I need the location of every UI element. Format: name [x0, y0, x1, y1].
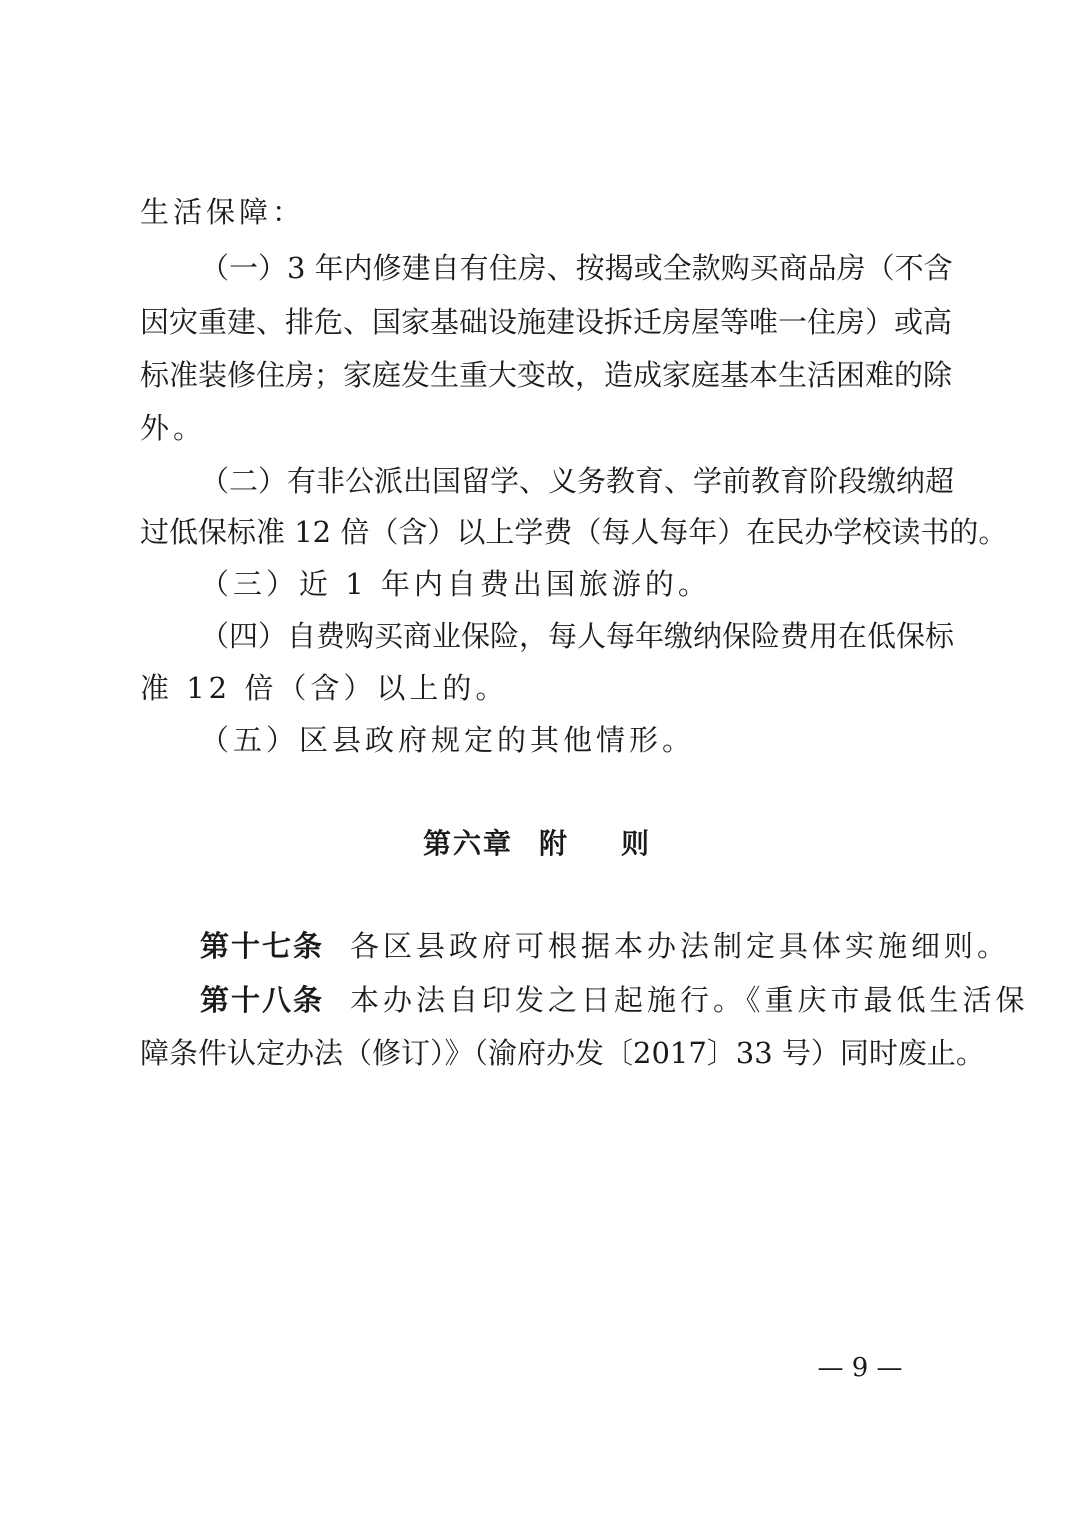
body-line: 障条件认定办法（修订）》（渝府办发〔2017〕33 号）同时废止。: [140, 1036, 985, 1070]
chapter-heading: [0, 824, 1074, 864]
body-line: 过低保标准 12 倍（含）以上学费（每人每年）在民办学校读书的。: [140, 515, 1008, 549]
body-line: （二）有非公派出国留学、义务教育、学前教育阶段缴纳超: [200, 464, 955, 498]
body-line: 因灾重建、排危、国家基础设施建设拆迁房屋等唯一住房）或高: [140, 305, 953, 339]
body-line: （五）区县政府规定的其他情形。: [200, 723, 696, 757]
chapter-title-part2: 则: [621, 827, 652, 860]
body-line: （四）自费购买商业保险，每人每年缴纳保险费用在低保标: [200, 619, 955, 653]
chapter-number: 第六章: [422, 827, 513, 860]
article-text: 各区县政府可根据本办法制定具体实施细则。: [350, 929, 1011, 963]
article-label: 第十八条: [200, 983, 325, 1017]
body-line: （一）3 年内修建自有住房、按揭或全款购买商品房（不含: [200, 251, 953, 285]
page-number: — 9 —: [817, 1353, 903, 1383]
chapter-title-part1: 附: [538, 827, 569, 860]
body-line: 生活保障：: [140, 195, 306, 229]
body-line: 标准装修住房；家庭发生重大变故，造成家庭基本生活困难的除: [140, 358, 953, 392]
body-line: 准 12 倍（含）以上的。: [140, 671, 509, 705]
body-line: 外。: [140, 411, 207, 445]
article-label: 第十七条: [200, 929, 325, 963]
article-seventeen: [200, 926, 1011, 966]
article-text: 本办法自印发之日起施行。《重庆市最低生活保: [350, 983, 1029, 1017]
article-eighteen: [200, 980, 1029, 1020]
body-line: （三）近 1 年内自费出国旅游的。: [200, 567, 711, 601]
